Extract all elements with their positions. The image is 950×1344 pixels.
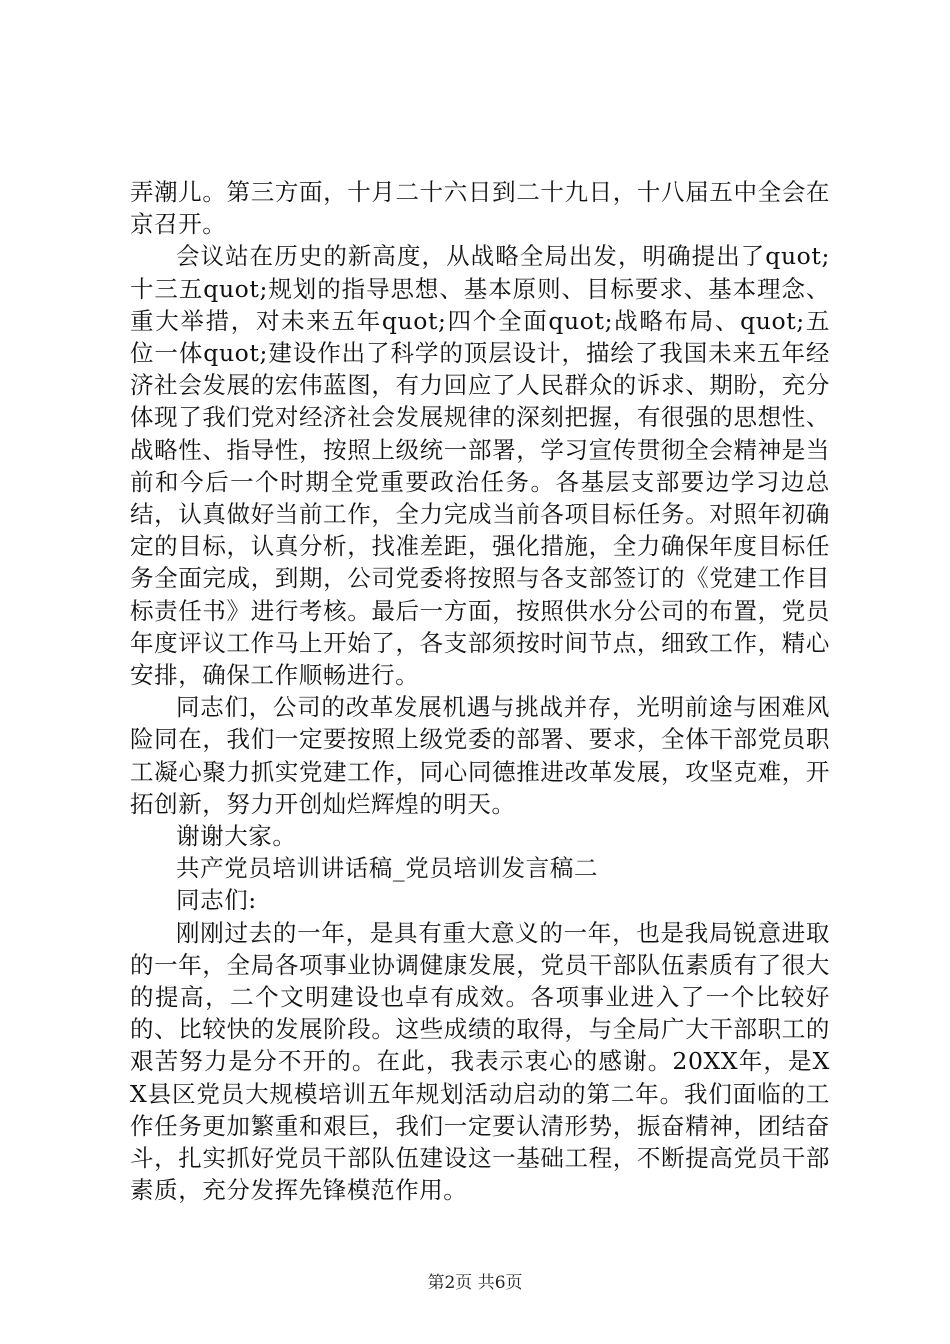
paragraph-salutation: 同志们: — [176, 886, 257, 915]
paragraph-continuation: 弄潮儿。第三方面，十月二十六日到二十九日，十八届五中全会在京召开。 — [130, 178, 830, 239]
page-number-footer: 第2页 共6页 — [427, 1273, 523, 1293]
paragraph-thanks: 谢谢大家。 — [176, 822, 297, 851]
paragraph-plenary-session: 会议站在历史的新高度，从战略全局出发，明确提出了quot;十三五quot;规划的指导思想、基本原则、目标要求、基本理念、重大举措，对未来五年quot;四个全面quot;战略布局、quot;五位一体quot;建设作出了科学的顶层设计，描绘了我国未来五年经济社会发展的宏伟蓝图，有力回应了人民群众的诉求、期盼，充分体现了我们党对经济社会发展规律的深刻把握，有很强的思想性、战略性、指导性，按照上级统一部署，学习宣传贯彻全会精神是当前和今后一个时期全党重要政治任务。各基层支部要边学习边总结，认真做好当前工作，全力完成当前各项目标任务。对照年初确定的目标，认真分析，找准差距，强化措施，全力确保年度目标任务全面完成，到期，公司党委将按照与各支部签订的《党建工作目标责任书》进行考核。最后一方面，按照供水分公司的布置，党员年度评议工作马上开始了，各支部须按时间节点，细致工作，精心安排，确保工作顺畅进行。 — [130, 242, 830, 690]
paragraph-past-year: 刚刚过去的一年，是具有重大意义的一年，也是我局锐意进取的一年，全局各项事业协调健康发展，党员干部队伍素质有了很大的提高，二个文明建设也卓有成效。各项事业进入了一个比较好的、比较快的发展阶段。这些成绩的取得，与全局广大干部职工的艰苦努力是分不开的。在此，我表示衷心的感谢。20XX年，是XX县区党员大规模培训五年规划活动启动的第二年。我们面临的工作任务更加繁重和艰巨，我们一定要认清形势，振奋精神，团结奋斗，扎实抓好党员干部队伍建设这一基础工程，不断提高党员干部素质，充分发挥先锋模范作用。 — [130, 918, 830, 1205]
paragraph-comrades-closing: 同志们，公司的改革发展机遇与挑战并存，光明前途与困难风险同在，我们一定要按照上级党委的部署、要求，全体干部党员职工凝心聚力抓实党建工作，同心同德推进改革发展，攻坚克难，开拓创新，努力开创灿烂辉煌的明天。 — [130, 693, 830, 818]
document-body — [130, 176, 830, 1207]
section-heading: 共产党员培训讲话稿_党员培训发言稿二 — [176, 854, 599, 883]
